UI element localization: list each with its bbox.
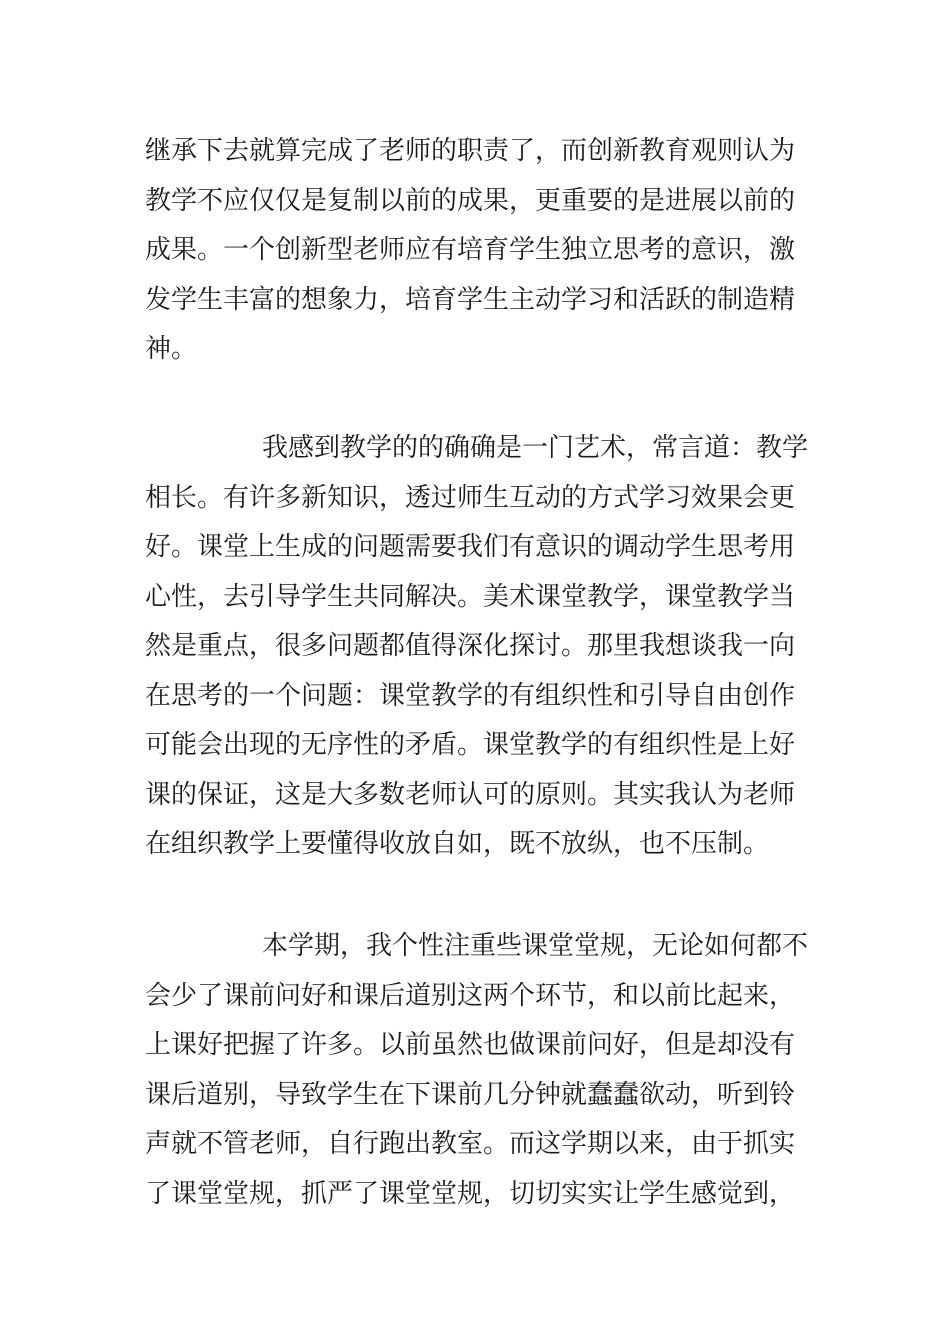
text-line: 成果。一个创新型老师应有培育学生独立思考的意识，激 [145, 235, 796, 265]
text-line: 相长。有许多新知识，透过师生互动的方式学习效果会更 [145, 482, 796, 513]
paragraph-2 [145, 424, 815, 870]
text-line: 声就不管老师，自行跑出教室。而这学期以来，由于抓实 [145, 1129, 796, 1159]
text-line: 教学不应仅仅是复制以前的成果，更重要的是进展以前的 [145, 185, 796, 216]
text-line: 在思考的一个问题：课堂教学的有组织性和引导自由创作 [145, 680, 796, 711]
text-line: 可能会出现的无序性的矛盾。课堂教学的有组织性是上好 [145, 730, 796, 760]
text-line: 发学生丰富的想象力，培育学生主动学习和活跃的制造精 [145, 284, 796, 315]
text-line-indented: 本学期，我个性注重些课堂堂规，无论如何都不 [262, 931, 809, 961]
text-line: 然是重点，很多问题都值得深化探讨。那里我想谈我一向 [145, 631, 796, 661]
text-line: 神。 [145, 334, 198, 364]
text-line: 了课堂堂规，抓严了课堂堂规，切切实实让学生感觉到， [145, 1178, 796, 1209]
paragraph-1 [145, 127, 815, 375]
text-line: 课后道别，导致学生在下课前几分钟就蠢蠢欲动，听到铃 [145, 1079, 796, 1110]
text-line: 会少了课前问好和课后道别这两个环节，和以前比起来， [145, 980, 796, 1011]
text-line: 课的保证，这是大多数老师认可的原则。其实我认为老师 [145, 779, 796, 810]
text-line: 心性，去引导学生共同解决。美术课堂教学，课堂教学当 [145, 581, 796, 612]
text-line: 继承下去就算完成了老师的职责了，而创新教育观则认为 [145, 136, 796, 166]
text-line-indented: 我感到教学的的确确是一门艺术，常言道：教学 [262, 433, 809, 463]
text-line: 上课好把握了许多。以前虽然也做课前问好，但是却没有 [145, 1030, 796, 1060]
paragraph-3 [145, 922, 815, 1219]
text-line: 在组织教学上要懂得收放自如，既不放纵，也不压制。 [145, 829, 770, 859]
text-line: 好。课堂上生成的问题需要我们有意识的调动学生思考用 [145, 532, 796, 562]
